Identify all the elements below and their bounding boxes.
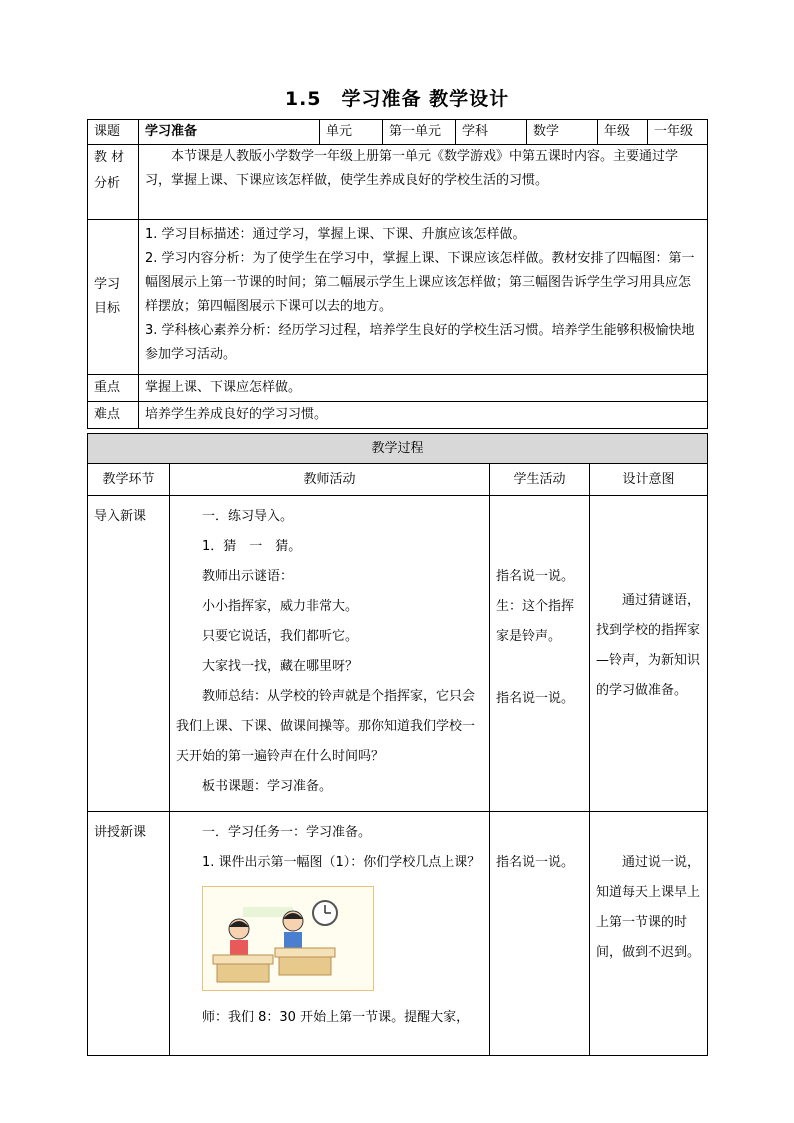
- goal-item: 3. 学科核心素养分析：经历学习过程，培养学生良好的学校生活习惯。培养学生能够积极愉快地参加学习活动。: [145, 323, 695, 362]
- student-cell: [490, 496, 590, 812]
- teacher-line: 一．练习导入。: [202, 509, 294, 524]
- key-label: 重点: [88, 375, 139, 402]
- grade-value: 一年级: [648, 120, 708, 145]
- process-section-title: 教学过程: [88, 434, 708, 464]
- difficulty-text: 培养学生养成良好的学习习惯。: [139, 402, 708, 429]
- unit-value: 第一单元: [383, 120, 456, 145]
- student-line: 指名说一说。: [496, 855, 575, 870]
- teacher-line: 板书课题：学习准备。: [202, 779, 333, 794]
- student-line: 指名说一说。: [496, 691, 575, 706]
- topic-value: 学习准备: [139, 120, 320, 145]
- teacher-line: 师：我们 8：30 开始上第一节课。提醒大家，: [202, 1010, 470, 1025]
- analysis-text: 本节课是人教版小学数学一年级上册第一单元《数学游戏》中第五课时内容。主要通过学习，掌握上课、下课应该怎样做，使学生养成良好的学校生活的习惯。: [139, 145, 708, 220]
- teacher-line: 大家找一找，藏在哪里呀？: [202, 659, 359, 674]
- teacher-line: 1. 课件出示第一幅图（1）：你们学校几点上课？: [202, 855, 481, 870]
- header-teacher: 教师活动: [170, 464, 490, 496]
- student-line: 生：这个指挥家是铃声。: [496, 599, 575, 644]
- intent-cell: [590, 812, 708, 1056]
- topic-label: 课题: [88, 120, 139, 145]
- teacher-cell: [170, 812, 490, 1056]
- goal-item: 2. 学习内容分析：为了使学生在学习中，掌握上课、下课应该怎样做。教材安排了四幅图：第一幅图展示上第一节课的时间；第二幅展示学生上课应该怎样做；第三幅图告诉学生学习用具应怎样摆放；第四幅图展示下课可以去的地方。: [145, 251, 695, 314]
- unit-label: 单元: [320, 120, 383, 145]
- intent-text: 通过说一说，知道每天上课早上上第一节课的时间，做到不迟到。: [596, 855, 701, 960]
- intent-cell: [590, 496, 708, 812]
- info-table: [87, 119, 708, 429]
- grade-label: 年级: [598, 120, 648, 145]
- subject-label: 学科: [456, 120, 527, 145]
- teacher-line: 教师总结：从学校的铃声就是个指挥家，它只会我们上课、下课、做课间操等。那你知道我们学校一天开始的第一遍铃声在什么时间吗？: [176, 689, 476, 764]
- student-cell: [490, 812, 590, 1056]
- teacher-line: 一．学习任务一：学习准备。: [202, 825, 372, 840]
- header-intent: 设计意图: [590, 464, 708, 496]
- teacher-line: 只要它说话，我们都听它。: [202, 629, 359, 644]
- page-title: 1.5 学习准备 教学设计: [284, 88, 510, 110]
- process-table: [87, 433, 708, 1056]
- teacher-line: 1．猜 一 猜。: [202, 539, 302, 554]
- subject-value: 数学: [527, 120, 598, 145]
- header-stage: 教学环节: [88, 464, 170, 496]
- teacher-line: 教师出示谜语：: [202, 569, 294, 584]
- teacher-line: 小小指挥家，威力非常大。: [202, 599, 359, 614]
- difficulty-label: 难点: [88, 402, 139, 429]
- goals-label: 学习 目标: [88, 220, 139, 375]
- classroom-illustration: [202, 886, 374, 991]
- teacher-cell: [170, 496, 490, 812]
- header-student: 学生活动: [490, 464, 590, 496]
- stage-cell: 讲授新课: [88, 812, 170, 1056]
- student-line: 指名说一说。: [496, 569, 575, 584]
- goals-content: [139, 220, 708, 375]
- intent-text: 通过猜谜语，找到学校的指挥家—铃声，为新知识的学习做准备。: [596, 593, 701, 698]
- goal-item: 1. 学习目标描述：通过学习，掌握上课、下课、升旗应该怎样做。: [145, 227, 526, 242]
- key-text: 掌握上课、下课应怎样做。: [139, 375, 708, 402]
- stage-cell: 导入新课: [88, 496, 170, 812]
- analysis-label: 教 材 分析: [88, 145, 139, 220]
